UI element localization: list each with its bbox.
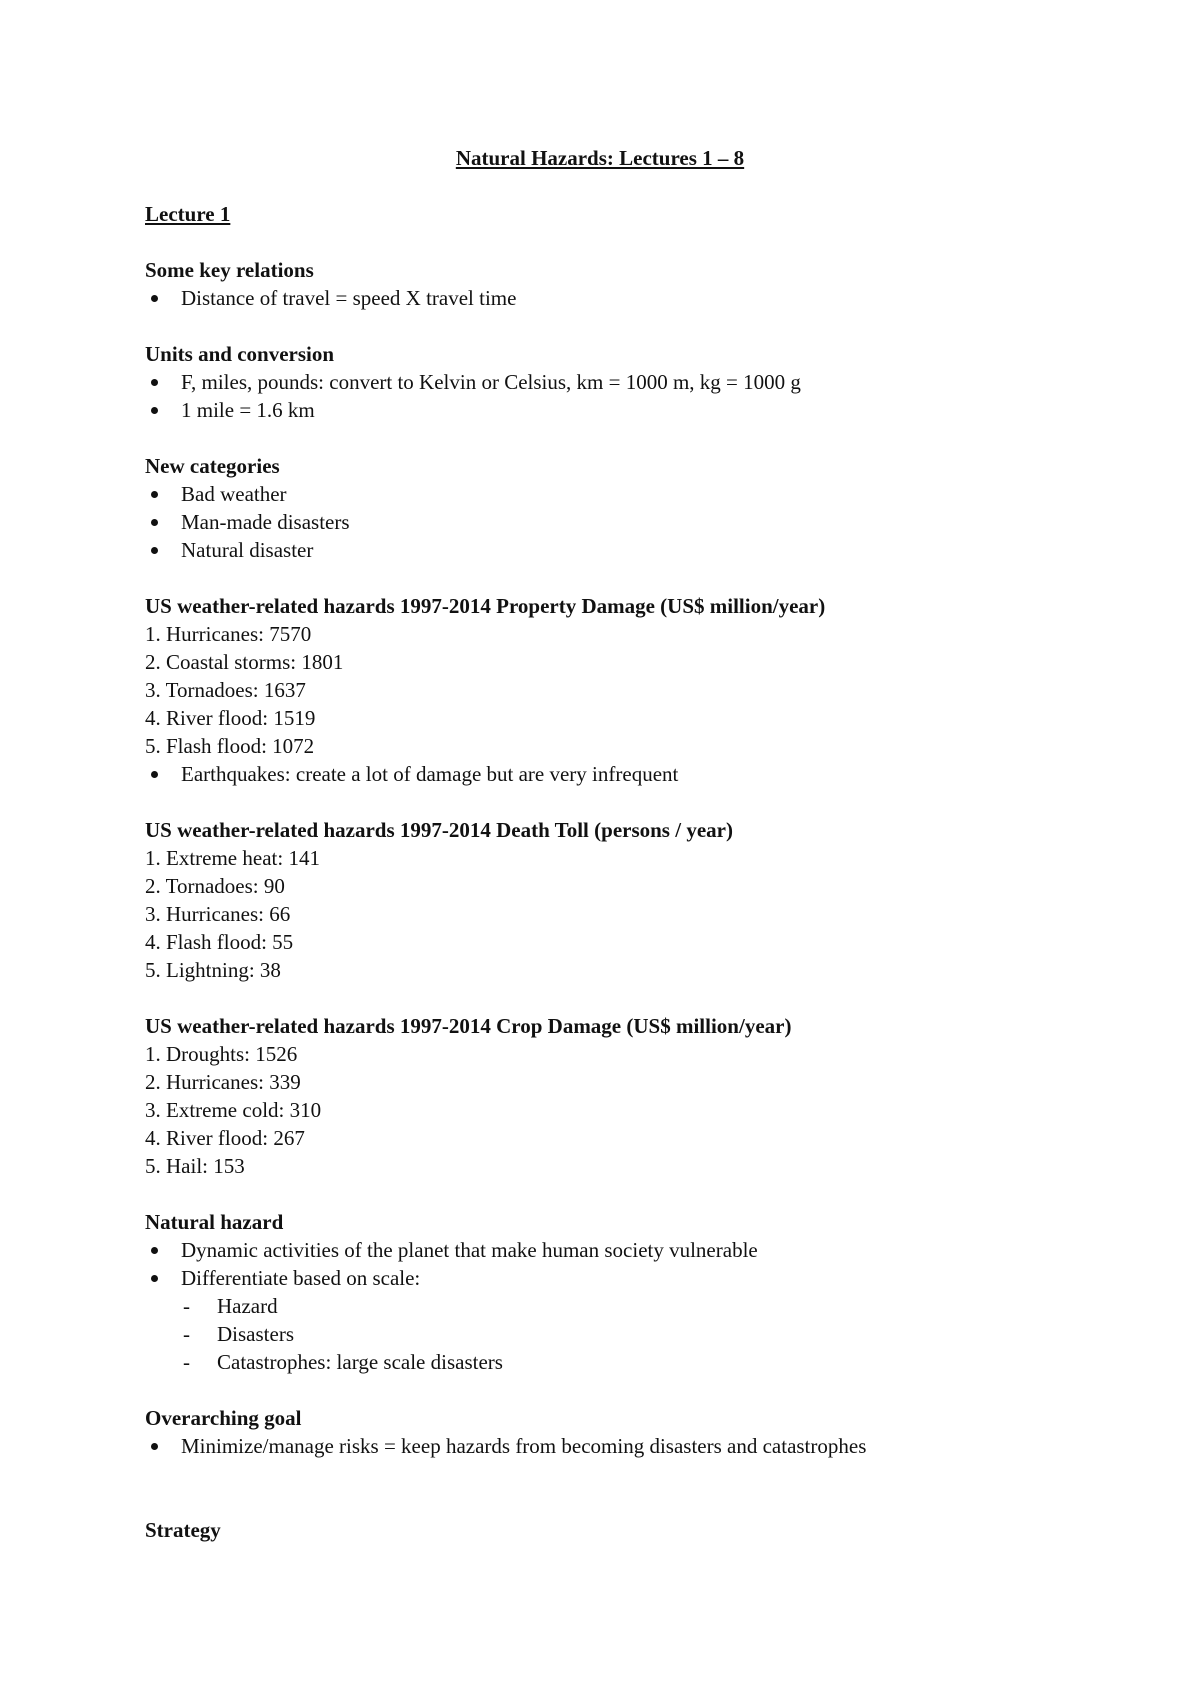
document-page xyxy=(145,144,1085,1572)
dash-item-text: Catastrophes: large scale disasters xyxy=(217,1350,503,1374)
section-heading: US weather-related hazards 1997-2014 Property Damage (US$ million/year) xyxy=(145,594,826,618)
numbered-list xyxy=(145,1040,1085,1180)
dash-marker: - xyxy=(183,1294,190,1318)
bullet-list xyxy=(145,480,1085,564)
bullet-item: F, miles, pounds: convert to Kelvin or Celsius, km = 1000 m, kg = 1000 g xyxy=(145,368,1085,396)
bullet-item: Earthquakes: create a lot of damage but are very infrequent xyxy=(145,760,1085,788)
section-heading: Strategy xyxy=(145,1518,221,1542)
list-item: 3. Hurricanes: 66 xyxy=(145,902,291,926)
lecture-heading: Lecture 1 xyxy=(145,202,231,226)
list-item: 5. Lightning: 38 xyxy=(145,958,281,982)
numbered-list xyxy=(145,844,1085,984)
bullet-item: Differentiate based on scale: xyxy=(145,1264,1085,1292)
section-strategy xyxy=(145,1516,1085,1544)
list-item: 3. Tornadoes: 1637 xyxy=(145,678,306,702)
bullet-item: Natural disaster xyxy=(145,536,1085,564)
list-item: 4. Flash flood: 55 xyxy=(145,930,294,954)
section-categories xyxy=(145,452,1085,564)
bullet-list xyxy=(145,368,1085,424)
section-key-relations xyxy=(145,256,1085,312)
bullet-list xyxy=(145,1236,1085,1292)
section-units xyxy=(145,340,1085,424)
list-item: 2. Coastal storms: 1801 xyxy=(145,650,344,674)
dash-item-text: Disasters xyxy=(217,1322,294,1346)
section-heading: Units and conversion xyxy=(145,342,335,366)
dash-item-text: Hazard xyxy=(217,1294,278,1318)
section-heading: New categories xyxy=(145,454,280,478)
bullet-item: Bad weather xyxy=(145,480,1085,508)
dash-marker: - xyxy=(183,1322,190,1346)
dash-item xyxy=(145,1348,1085,1376)
bullet-list xyxy=(145,760,1085,788)
list-item: 1. Hurricanes: 7570 xyxy=(145,622,312,646)
section-heading: Overarching goal xyxy=(145,1406,302,1430)
numbered-list xyxy=(145,620,1085,760)
dash-marker: - xyxy=(183,1350,190,1374)
section-heading: Natural hazard xyxy=(145,1210,284,1234)
list-item: 2. Tornadoes: 90 xyxy=(145,874,285,898)
list-item: 5. Hail: 153 xyxy=(145,1154,245,1178)
list-item: 3. Extreme cold: 310 xyxy=(145,1098,322,1122)
list-item: 5. Flash flood: 1072 xyxy=(145,734,315,758)
dash-item xyxy=(145,1292,1085,1320)
list-item: 4. River flood: 1519 xyxy=(145,706,316,730)
bullet-list xyxy=(145,284,1085,312)
section-property-damage xyxy=(145,592,1085,788)
bullet-list xyxy=(145,1432,1085,1460)
section-heading: US weather-related hazards 1997-2014 Death Toll (persons / year) xyxy=(145,818,733,842)
bullet-item: Man-made disasters xyxy=(145,508,1085,536)
section-heading: Some key relations xyxy=(145,258,314,282)
bullet-item: Dynamic activities of the planet that make human society vulnerable xyxy=(145,1236,1085,1264)
document-title: Natural Hazards: Lectures 1 – 8 xyxy=(455,146,745,170)
section-crop-damage xyxy=(145,1012,1085,1180)
section-death-toll xyxy=(145,816,1085,984)
list-item: 4. River flood: 267 xyxy=(145,1126,305,1150)
list-item: 1. Extreme heat: 141 xyxy=(145,846,320,870)
bullet-item: 1 mile = 1.6 km xyxy=(145,396,1085,424)
list-item: 2. Hurricanes: 339 xyxy=(145,1070,301,1094)
dash-list xyxy=(145,1292,1085,1376)
section-heading: US weather-related hazards 1997-2014 Crop Damage (US$ million/year) xyxy=(145,1014,792,1038)
blank-line xyxy=(145,1488,1085,1516)
section-goal xyxy=(145,1404,1085,1460)
bullet-item: Distance of travel = speed X travel time xyxy=(145,284,1085,312)
dash-item xyxy=(145,1320,1085,1348)
section-natural-hazard xyxy=(145,1208,1085,1376)
bullet-item: Minimize/manage risks = keep hazards from becoming disasters and catastrophes xyxy=(145,1432,1085,1460)
list-item: 1. Droughts: 1526 xyxy=(145,1042,298,1066)
